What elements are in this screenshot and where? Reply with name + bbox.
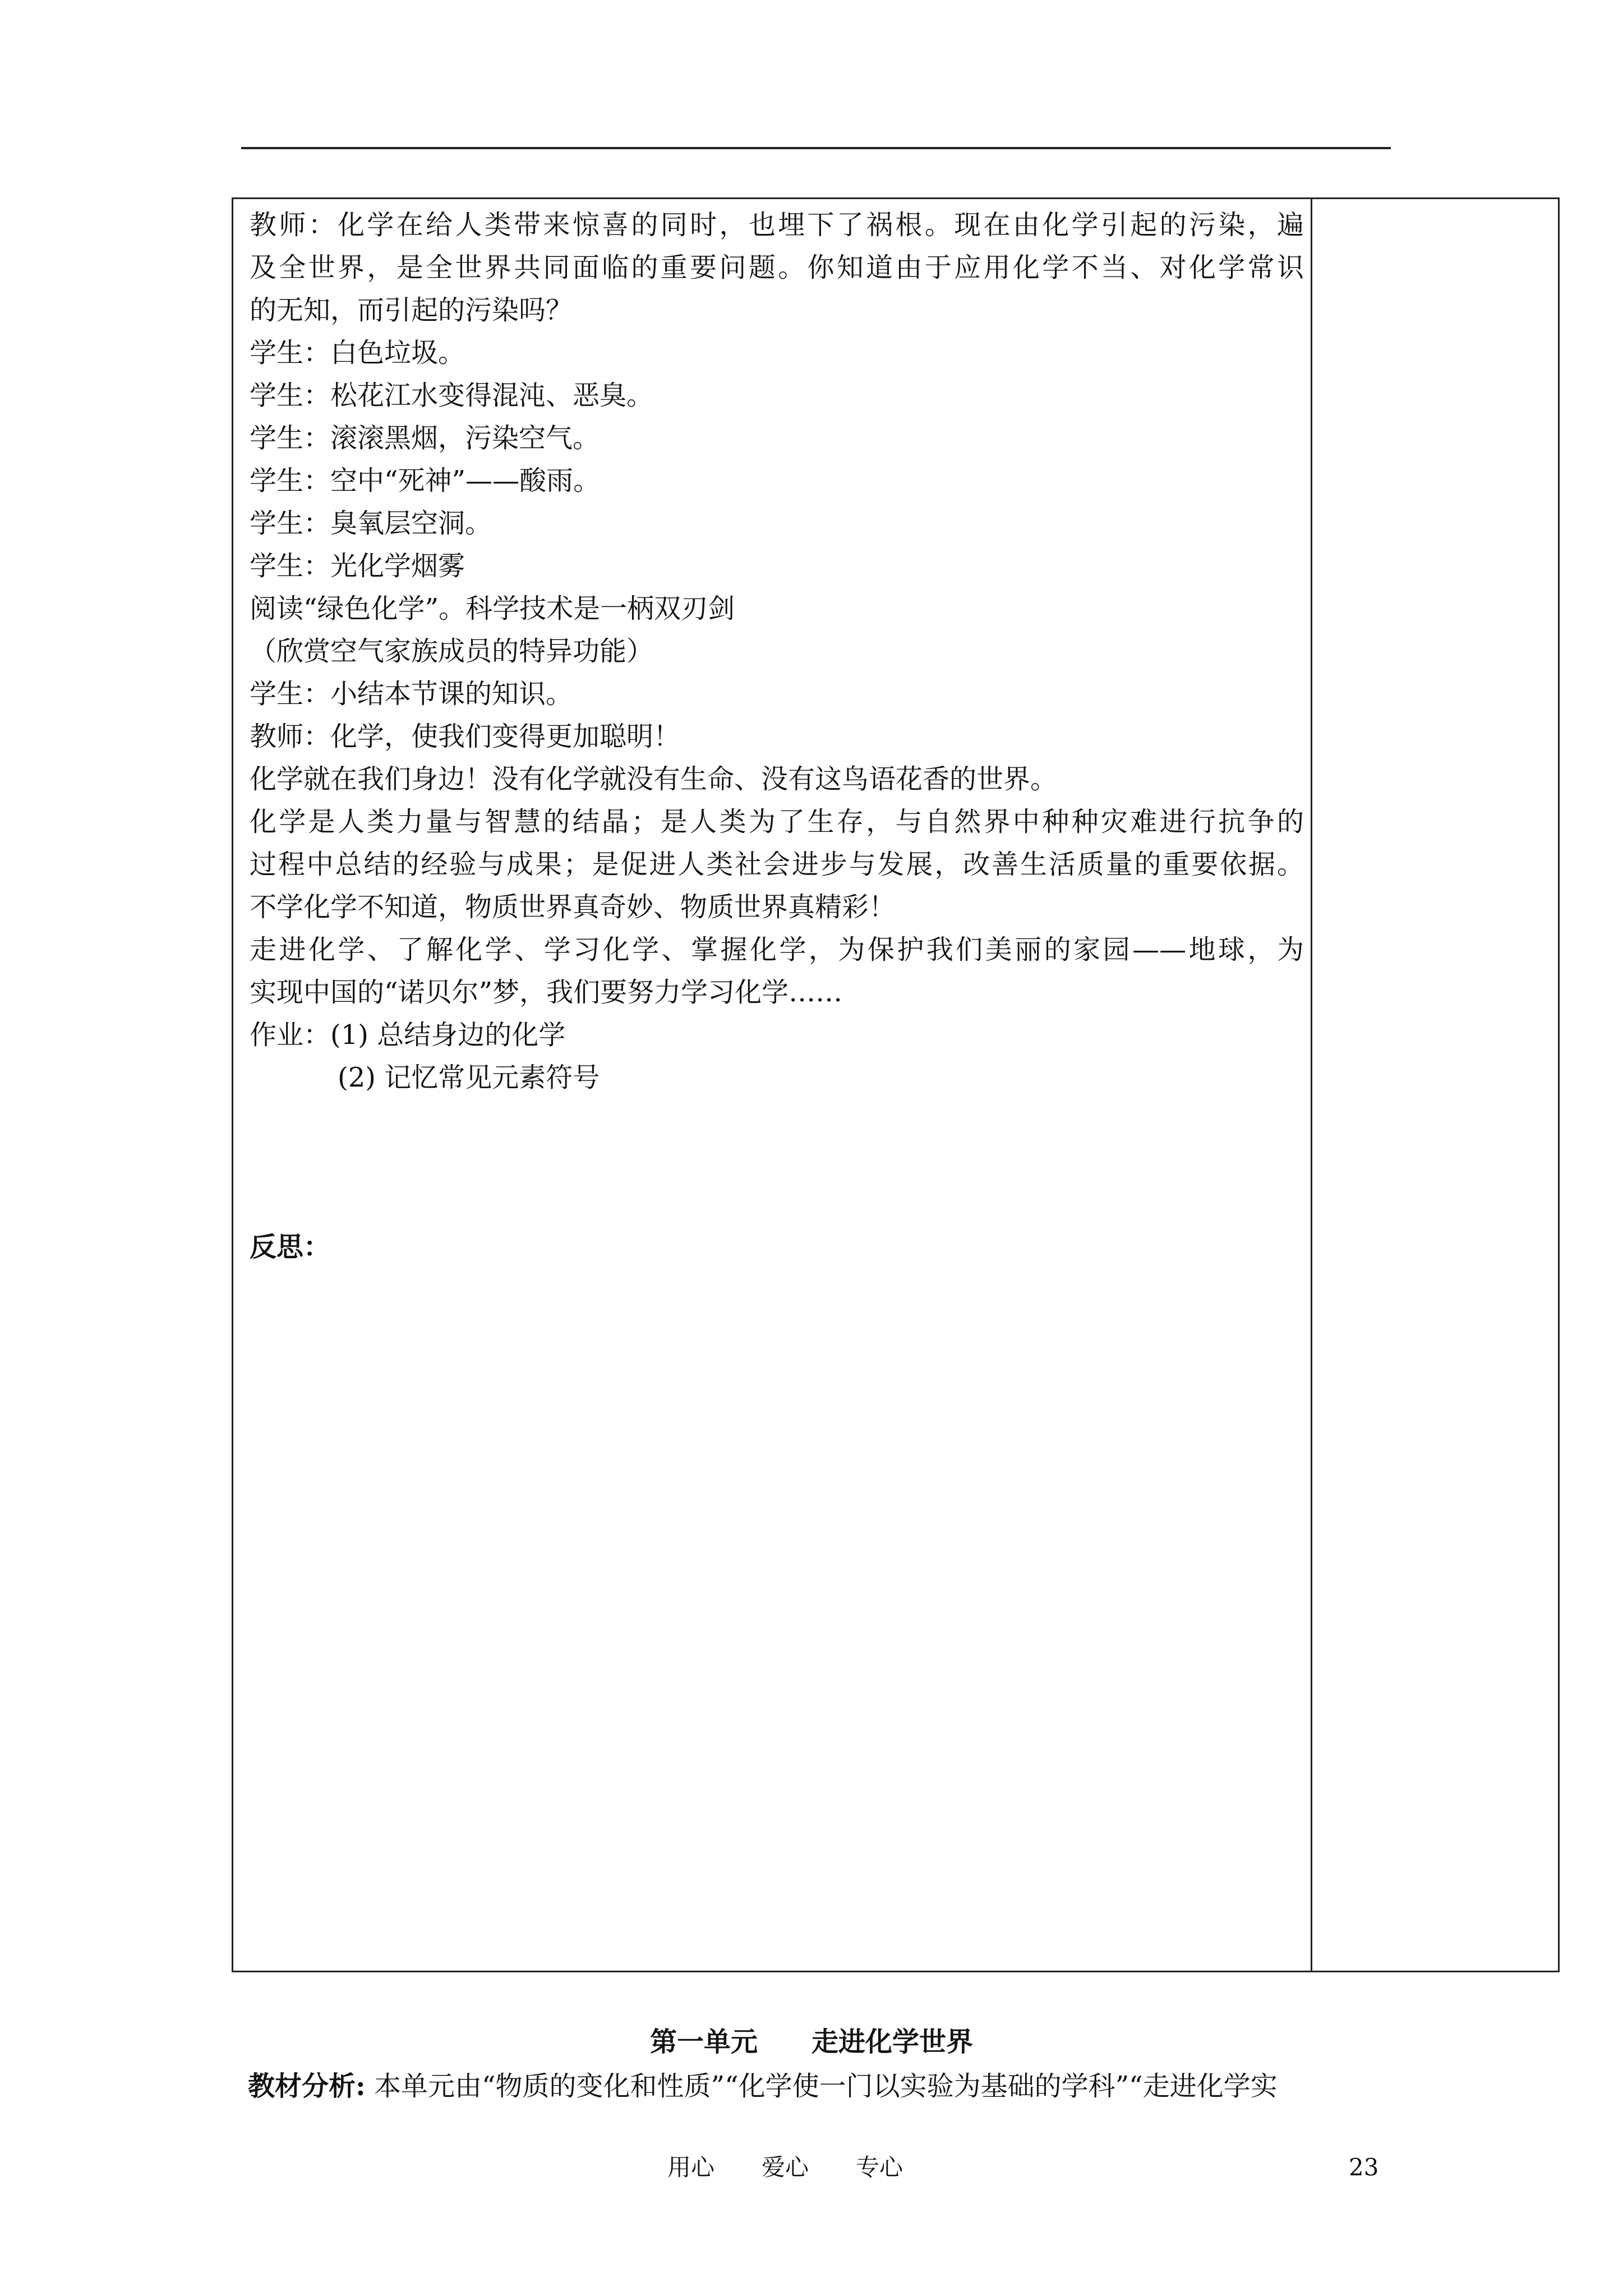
lesson-line: 化学是人类力量与智慧的结晶；是人类为了生存，与自然界中种种灾难进行抗争的 (250, 806, 1304, 838)
right-column-divider (1311, 199, 1312, 1971)
lesson-line: 教师：化学在给人类带来惊喜的同时，也埋下了祸根。现在由化学引起的污染，遍 (250, 209, 1304, 241)
page-number: 23 (1349, 2154, 1379, 2181)
lesson-content (250, 204, 1304, 1268)
lesson-line: 不学化学不知道，物质世界真奇妙、物质世界真精彩！ (250, 891, 896, 923)
material-analysis (248, 2066, 1381, 2106)
lesson-line: 学生：空中“死神”——酸雨。 (250, 465, 601, 496)
footer-motto: 用心 爱心 专心 (667, 2154, 903, 2181)
lesson-line: 学生：松花江水变得混沌、恶臭。 (250, 380, 654, 411)
material-analysis-text: 本单元由“物质的变化和性质”“化学使一门以实验为基础的学科”“走进化学实 (365, 2070, 1278, 2102)
lesson-line: 学生：白色垃圾。 (250, 337, 465, 369)
lesson-line: 的无知，而引起的污染吗？ (250, 295, 573, 326)
blank-space (250, 1099, 1304, 1226)
lesson-line: 过程中总结的经验与成果；是促进人类社会进步与发展，改善生活质量的重要依据。 (250, 849, 1304, 880)
lesson-line: 走进化学、了解化学、学习化学、掌握化学，为保护我们美丽的家园——地球，为 (250, 934, 1304, 965)
homework-line: (2) 记忆常见元素符号 (338, 1062, 600, 1093)
lesson-line: 学生：臭氧层空洞。 (250, 508, 492, 539)
lesson-line: 学生：滚滚黑烟，污染空气。 (250, 422, 600, 454)
unit-title: 第一单元 走进化学世界 (649, 2026, 973, 2058)
header-rule (241, 147, 1391, 149)
lesson-line: （欣赏空气家族成员的特异功能） (250, 636, 654, 667)
lesson-line: 学生：光化学烟雾 (250, 550, 465, 582)
material-analysis-label: 教材分析: (248, 2070, 366, 2102)
lesson-line: 学生：小结本节课的知识。 (250, 678, 573, 710)
reflection-label: 反思： (250, 1231, 331, 1263)
lesson-line: 及全世界，是全世界共同面临的重要问题。你知道由于应用化学不当、对化学常识 (250, 252, 1304, 283)
homework-line: 作业：(1) 总结身边的化学 (250, 1019, 566, 1051)
lesson-line: 教师：化学，使我们变得更加聪明！ (250, 721, 681, 752)
lesson-line: 化学就在我们身边！没有化学就没有生命、没有这鸟语花香的世界。 (250, 763, 1058, 795)
lesson-line: 实现中国的“诺贝尔”梦，我们要努力学习化学…… (250, 977, 843, 1008)
lesson-line: 阅读“绿色化学”。科学技术是一柄双刃剑 (250, 593, 735, 624)
lesson-table (232, 197, 1560, 1972)
